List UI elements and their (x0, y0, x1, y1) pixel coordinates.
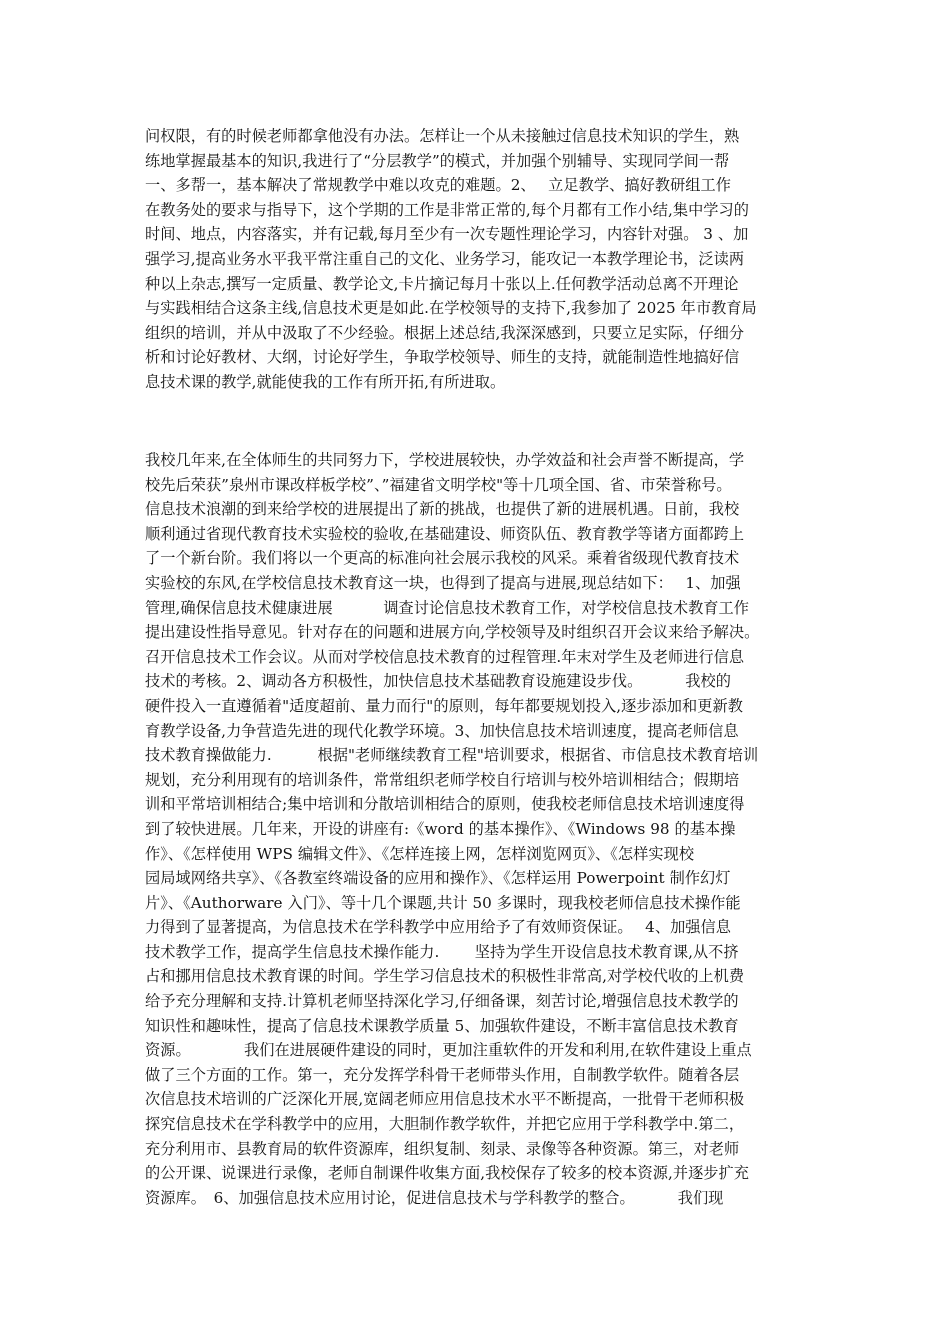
text-line: 提出建设性指导意见。针对存在的问题和进展方向,学校领导及时组织召开会议来给予解决。 (145, 623, 760, 642)
text-line: 技术教学工作，提高学生信息技术操作能力. 坚持为学生开设信息技术教育课,从不挤 (145, 942, 739, 961)
text-line: 力得到了显著提高，为信息技术在学科教学中应用给予了有效师资保证。 4、加强信息 (145, 918, 732, 937)
text-line: 到了较快进展。几年来，开设的讲座有:《word 的基本操作》、《Windows 98 的基本操 (145, 819, 736, 838)
text-line: 练地掌握最基本的知识,我进行了“分层教学”的模式，并加强个别辅导、实现同学间一帮 (145, 151, 730, 170)
text-line: 次信息技术培训的广泛深化开展,宽阔老师应用信息技术水平不断提高，一批骨干老师积极 (145, 1090, 745, 1109)
text-line: 管理,确保信息技术健康进展 调查讨论信息技术教育工作，对学校信息技术教育工作 (145, 598, 750, 617)
text-line: 息技术课的教学,就能使我的工作有所开拓,有所进取。 (145, 372, 506, 391)
text-line: 了一个新台阶。我们将以一个更高的标准向社会展示我校的风采。乘着省级现代教育技术 (145, 549, 740, 568)
text-line: 析和讨论好教材、大纲，讨论好学生，争取学校领导、师生的支持，就能制造性地搞好信 (145, 348, 740, 367)
text-line: 与实践相结合这条主线,信息技术更是如此.在学校领导的支持下,我参加了 2025 年市教育局 (145, 299, 757, 318)
text-line: 探究信息技术在学科教学中的应用，大胆制作教学软件，并把它应用于学科教学中.第二， (145, 1115, 745, 1134)
text-line: 资源库。 6、加强信息技术应用讨论，促进信息技术与学科教学的整合。 我们现 (145, 1188, 724, 1207)
text-line: 资源。 我们在进展硬件建设的同时，更加注重软件的开发和利用,在软件建设上重点 (145, 1041, 752, 1060)
paragraph (145, 124, 815, 395)
text-line: 育教学设备,力争营造先进的现代化教学环境。3、加快信息技术培训速度，提高老师信息 (145, 721, 739, 740)
text-line: 做了三个方面的工作。第一，充分发挥学科骨干老师带头作用，自制教学软件。随着各层 (145, 1065, 740, 1084)
paragraph (145, 448, 815, 1210)
text-line: 种以上杂志,撰写一定质量、教学论文,卡片摘记每月十张以上.任何教学活动总离不开理论 (145, 274, 739, 293)
text-line: 的公开课、说课进行录像，老师自制课件收集方面,我校保存了较多的校本资源,并逐步扩充 (145, 1164, 750, 1183)
text-line: 技术教育操做能力. 根据"老师继续教育工程"培训要求，根据省、市信息技术教育培训 (145, 746, 759, 765)
text-line: 作》、《怎样使用 WPS 编辑文件》、《怎样连接上网，怎样浏览网页》、《怎样实现校 (145, 844, 695, 863)
text-line: 一、多帮一，基本解决了常规教学中难以攻克的难题。2、 立足教学、搞好教研组工作 (145, 176, 732, 195)
text-line: 片》、《Authorware 入门》、等十几个课题,共计 50 多课时，现我校老师信息技术操作能 (145, 893, 741, 912)
text-line: 实验校的东风,在学校信息技术教育这一块，也得到了提高与进展,现总结如下： 1、加强 (145, 573, 741, 592)
text-line: 在教务处的要求与指导下，这个学期的工作是非常正常的,每个月都有工作小结,集中学习的 (145, 200, 750, 219)
text-line: 技术的考核。2、调动各方积极性，加快信息技术基础教育设施建设步伐。 我校的 (145, 672, 732, 691)
text-line: 强学习,提高业务水平我平常注重自己的文化、业务学习，能攻记一本教学理论书，泛读两 (145, 249, 745, 268)
text-line: 信息技术浪潮的到来给学校的进展提出了新的挑战，也提供了新的进展机遇。日前，我校 (145, 500, 740, 519)
text-line: 训和平常培训相结合;集中培训和分散培训相结合的原则，使我校老师信息技术培训速度得 (145, 795, 745, 814)
text-line: 园局域网络共享》、《各教室终端设备的应用和操作》、《怎样运用 Powerpoint 制作幻灯 (145, 869, 731, 888)
text-line: 硬件投入一直遵循着"适度超前、量力而行"的原则，每年都要规划投入,逐步添加和更新教 (145, 696, 743, 715)
text-line: 组织的培训，并从中汲取了不少经验。根据上述总结,我深深感到，只要立足实际，仔细分 (145, 323, 745, 342)
text-line: 给予充分理解和支持.计算机老师坚持深化学习,仔细备课，刻苦讨论,增强信息技术教学的 (145, 992, 739, 1011)
text-line: 问权限，有的时候老师都拿他没有办法。怎样让一个从未接触过信息技术知识的学生，熟 (145, 127, 740, 145)
text-line: 规划，充分利用现有的培训条件，常常组织老师学校自行培训与校外培训相结合；假期培 (145, 770, 740, 789)
text-line: 顺利通过省现代教育技术实验校的验收,在基础建设、师资队伍、教育教学等诸方面都跨上 (145, 524, 745, 543)
text-line: 校先后荣获”泉州市课改样板学校”、”福建省文明学校"等十几项全国、省、市荣誉称号。 (145, 475, 732, 494)
text-line: 占和挪用信息技术教育课的时间。学生学习信息技术的积极性非常高,对学校代收的上机费 (145, 967, 745, 986)
text-line: 知识性和趣味性，提高了信息技术课教学质量 5、加强软件建设，不断丰富信息技术教育 (145, 1016, 739, 1035)
text-line: 我校几年来,在全体师生的共同努力下，学校进展较快，办学效益和社会声誉不断提高，学 (145, 451, 745, 469)
text-line: 充分利用市、县教育局的软件资源库，组织复制、刻录、录像等各种资源。第三，对老师 (145, 1139, 740, 1158)
text-line: 时间、地点，内容落实，并有记载,每月至少有一次专题性理论学习，内容针对强。 3 、加 (145, 225, 749, 244)
text-line: 召开信息技术工作会议。从而对学校信息技术教育的过程管理.年末对学生及老师进行信息 (145, 647, 745, 666)
